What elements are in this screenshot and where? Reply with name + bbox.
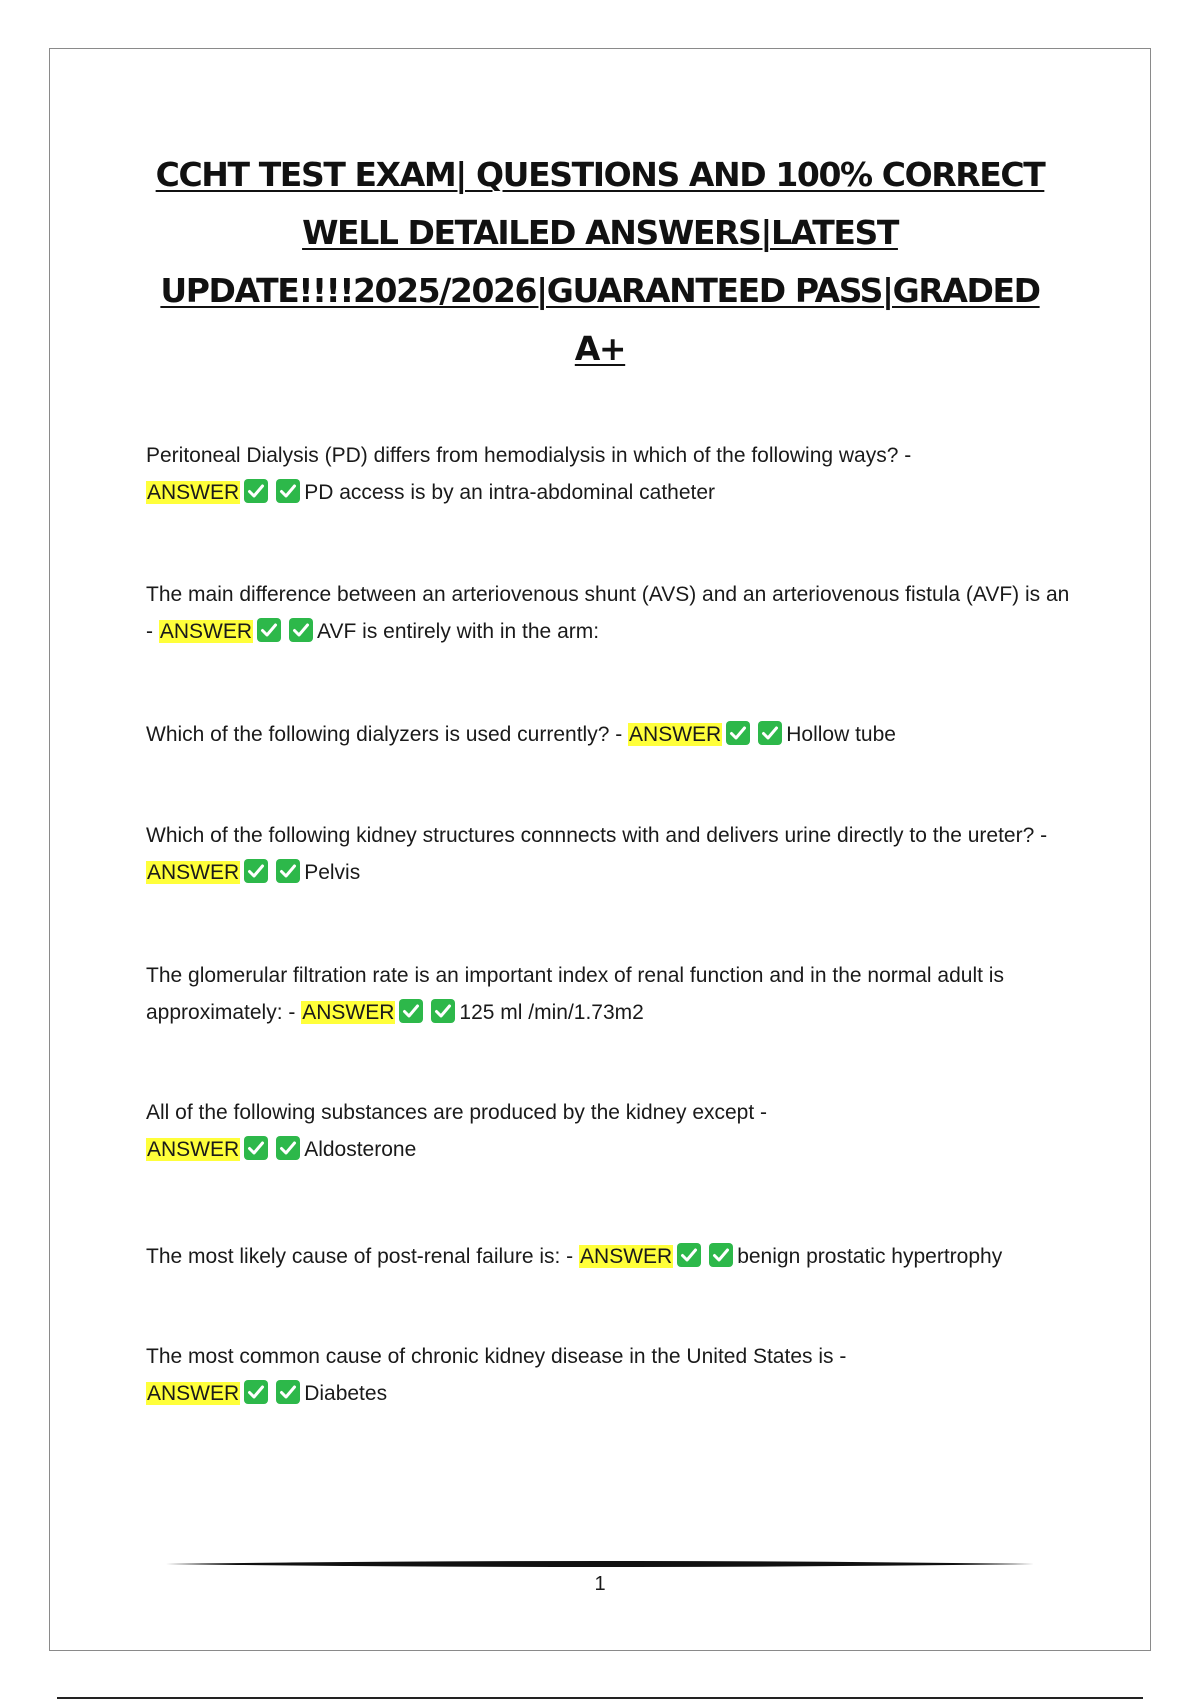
check-icon <box>275 858 301 884</box>
check-icon <box>398 998 424 1024</box>
question-block <box>146 576 1076 650</box>
question-text: All of the following substances are produced by the kidney except - <box>146 1101 768 1124</box>
check-icon <box>243 1135 269 1161</box>
title-line: UPDATE!!!!2025/2026|GUARANTEED PASS|GRADED <box>160 271 1040 310</box>
answer-label: ANSWER <box>629 723 722 746</box>
answer-text: AVF is entirely with in the arm: <box>317 620 600 643</box>
answer-text: Diabetes <box>304 1382 388 1405</box>
answer-text: Hollow tube <box>786 723 896 746</box>
check-icon <box>275 478 301 504</box>
question-block <box>146 1094 1076 1168</box>
check-icon <box>708 1242 734 1268</box>
check-icon <box>757 720 783 746</box>
document-title <box>130 146 1070 378</box>
check-icon <box>243 858 269 884</box>
check-icon <box>243 1379 269 1405</box>
answer-label: ANSWER <box>147 481 240 504</box>
page-number: 1 <box>594 1573 606 1595</box>
title-line: CCHT TEST EXAM| QUESTIONS AND 100% CORRECT <box>155 155 1045 194</box>
answer-label: ANSWER <box>302 1001 395 1024</box>
check-icon <box>676 1242 702 1268</box>
check-icon <box>275 1135 301 1161</box>
check-icon <box>275 1379 301 1405</box>
question-text: Which of the following kidney structures connnects with and delivers urine directly to the ureter? - <box>146 824 1048 847</box>
answer-label: ANSWER <box>580 1245 673 1268</box>
answer-text: 125 ml /min/1.73m2 <box>459 1001 644 1024</box>
question-text: The main difference between an arteriovenous shunt (AVS) and an arteriovenous fistula (AVF) is an - <box>146 583 1070 643</box>
footer-divider <box>166 1558 1034 1570</box>
check-icon <box>288 617 314 643</box>
question-block <box>146 817 1076 891</box>
question-text: Which of the following dialyzers is used currently? - <box>146 723 623 746</box>
question-text: Peritoneal Dialysis (PD) differs from hemodialysis in which of the following ways? - <box>146 444 912 467</box>
question-block <box>146 1238 1076 1275</box>
title-line: WELL DETAILED ANSWERS|LATEST <box>302 213 898 252</box>
answer-text: PD access is by an intra-abdominal catheter <box>304 481 716 504</box>
check-icon <box>256 617 282 643</box>
question-block <box>146 1338 1076 1412</box>
question-text: The most common cause of chronic kidney disease in the United States is - <box>146 1345 847 1368</box>
question-text: The most likely cause of post-renal failure is: - <box>146 1245 574 1268</box>
question-text: The glomerular filtration rate is an important index of renal function and in the normal adult is approximately: - <box>146 964 1004 1024</box>
question-block <box>146 437 1076 511</box>
question-block <box>146 957 1076 1031</box>
answer-label: ANSWER <box>147 861 240 884</box>
answer-text: Pelvis <box>304 861 361 884</box>
bottom-divider <box>57 1697 1143 1699</box>
check-icon <box>430 998 456 1024</box>
answer-text: Aldosterone <box>304 1138 417 1161</box>
title-line: A+ <box>574 329 626 368</box>
check-icon <box>243 478 269 504</box>
answer-text: benign prostatic hypertrophy <box>737 1245 1003 1268</box>
answer-label: ANSWER <box>159 620 253 643</box>
answer-label: ANSWER <box>147 1138 240 1161</box>
check-icon <box>725 720 751 746</box>
answer-label: ANSWER <box>147 1382 240 1405</box>
question-block <box>146 716 1076 753</box>
